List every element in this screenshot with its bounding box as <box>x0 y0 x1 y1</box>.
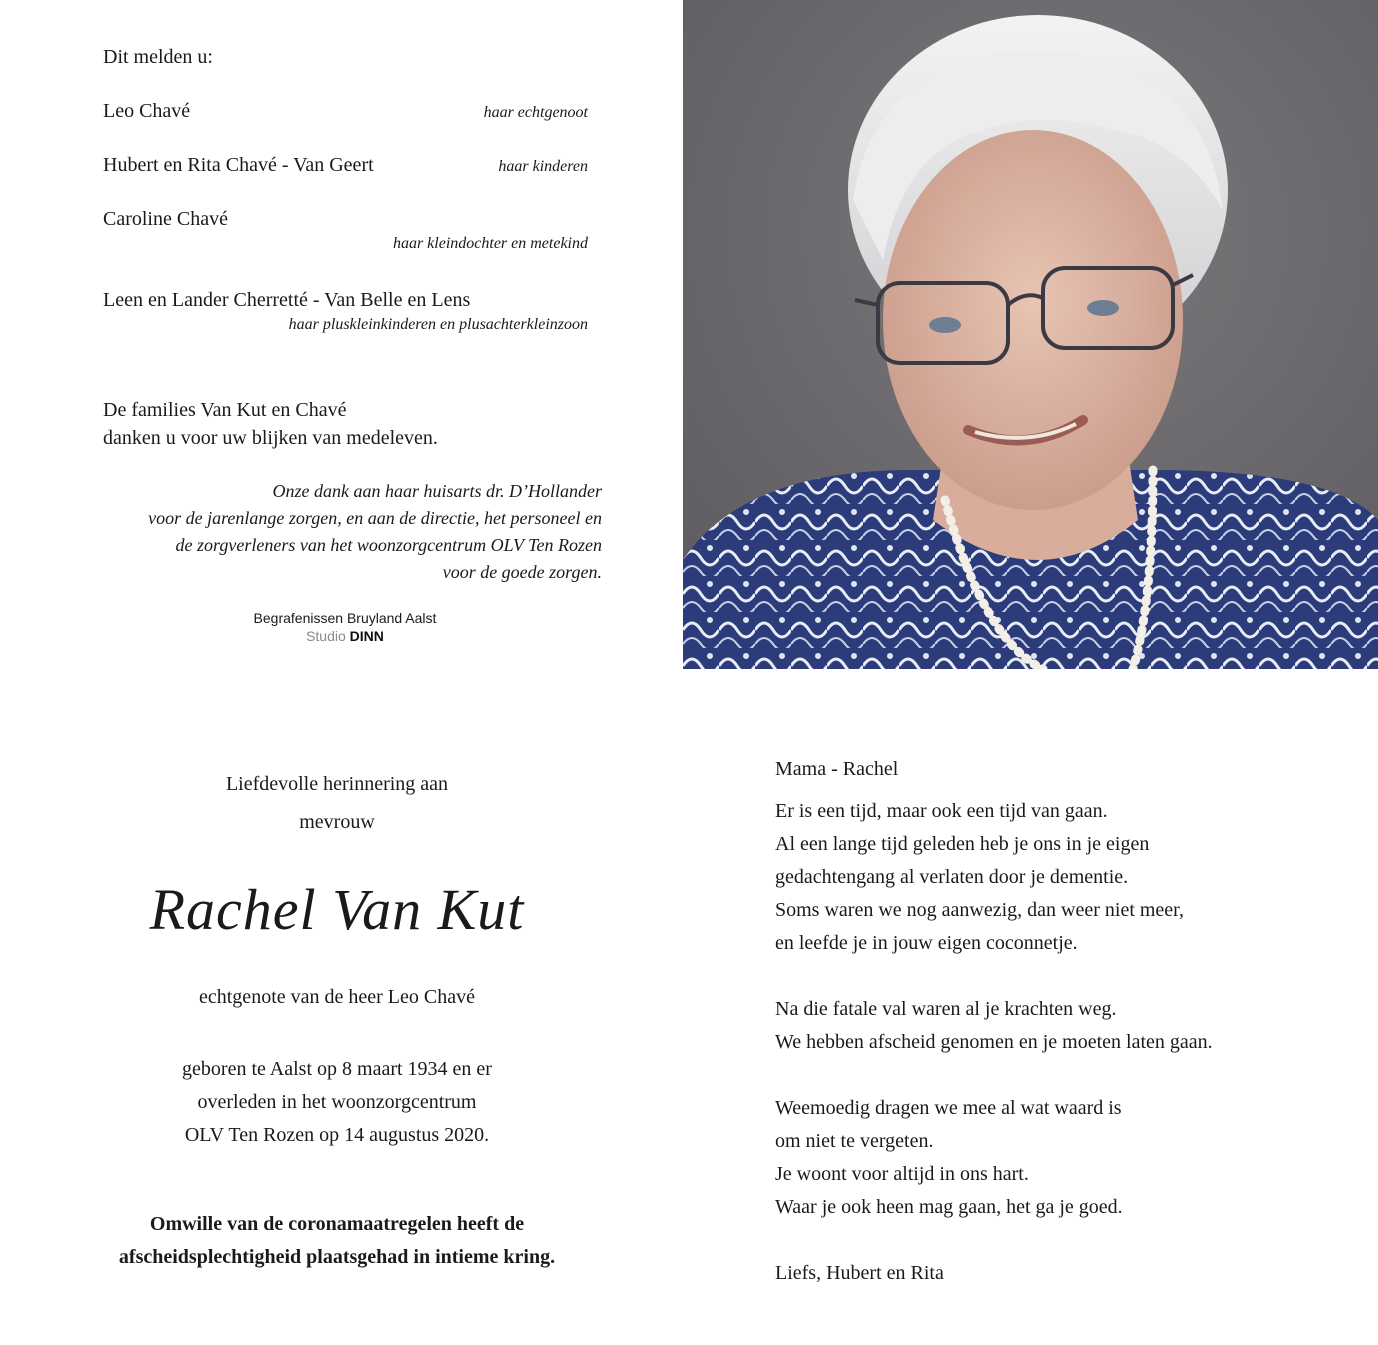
studio-name: DINN <box>349 628 384 644</box>
gratitude-line: de zorgverleners van het woonzorgcentrum OLV Ten Rozen <box>175 535 602 555</box>
poem-stanza <box>775 795 1335 960</box>
mourner-row <box>103 100 588 123</box>
poem-line: en leefde je in jouw eigen coconnetje. <box>775 932 1078 954</box>
corona-notice <box>80 1208 594 1274</box>
poem-line: Waar je ook heen mag gaan, het ga je goed. <box>775 1196 1123 1218</box>
corona-notice-line: afscheidsplechtigheid plaatsgehad in intieme kring. <box>118 1246 556 1268</box>
poem-stanza <box>775 1092 1335 1224</box>
life-dates-line: overleden in het woonzorgcentrum <box>197 1091 477 1113</box>
poem-line: om niet te vergeten. <box>775 1130 934 1152</box>
corona-notice-line: Omwille van de coronamaatregelen heeft de <box>149 1213 525 1235</box>
poem-line: Na die fatale val waren al je krachten weg. <box>775 998 1117 1020</box>
memorial-intro-line: mevrouw <box>299 811 375 833</box>
studio-credit <box>200 627 490 645</box>
gratitude-note <box>100 478 602 586</box>
gratitude-line: Onze dank aan haar huisarts dr. D’Hollander <box>272 481 602 501</box>
funeral-home-name: Begrafenissen Bruyland Aalst <box>253 610 437 626</box>
poem-line: Weemoedig dragen we mee al wat waard is <box>775 1097 1122 1119</box>
spouse-line: echtgenote van de heer Leo Chavé <box>199 986 475 1008</box>
portrait-photo <box>683 0 1378 669</box>
mourner-name: Leo Chavé <box>103 100 191 122</box>
poem-line: Je woont voor altijd in ons hart. <box>775 1163 1029 1185</box>
life-dates-line: OLV Ten Rozen op 14 augustus 2020. <box>184 1124 490 1146</box>
mourner-role: haar kleindochter en metekind <box>392 235 588 252</box>
poem-line: Al een lange tijd geleden heb je ons in je eigen <box>775 833 1150 855</box>
deceased-name: Rachel Van Kut <box>149 877 525 942</box>
mourner-row <box>103 208 588 253</box>
poem-signature: Liefs, Hubert en Rita <box>775 1262 944 1284</box>
poem-title: Mama - Rachel <box>775 758 899 780</box>
memorial-intro <box>80 765 594 841</box>
mourner-name: Leen en Lander Cherretté - Van Belle en Lens <box>103 289 471 311</box>
poem-line: Er is een tijd, maar ook een tijd van gaan. <box>775 800 1108 822</box>
mourner-role: haar kinderen <box>498 158 588 175</box>
poem <box>775 758 1335 1290</box>
mourner-name: Caroline Chavé <box>103 208 228 230</box>
life-dates-line: geboren te Aalst op 8 maart 1934 en er <box>182 1058 492 1080</box>
gratitude-line: voor de jarenlange zorgen, en aan de directie, het personeel en <box>148 508 602 528</box>
announcement-heading: Dit melden u: <box>103 46 213 68</box>
mourner-role: haar pluskleinkinderen en plusachterkleinzoon <box>288 316 588 333</box>
mourner-name: Hubert en Rita Chavé - Van Geert <box>103 154 374 176</box>
mourner-row <box>103 154 588 177</box>
family-thanks <box>103 396 438 452</box>
poem-line: Soms waren we nog aanwezig, dan weer niet meer, <box>775 899 1185 921</box>
mourner-row <box>103 289 588 334</box>
family-thanks-line: danken u voor uw blijken van medeleven. <box>103 427 438 449</box>
poem-line: gedachtengang al verlaten door je dementie. <box>775 866 1129 888</box>
mourner-role: haar echtgenoot <box>483 104 588 121</box>
family-thanks-line: De families Van Kut en Chavé <box>103 399 347 421</box>
poem-line: We hebben afscheid genomen en je moeten laten gaan. <box>775 1031 1213 1053</box>
life-dates <box>80 1053 594 1152</box>
funeral-home-credit <box>200 609 490 645</box>
gratitude-line: voor de goede zorgen. <box>442 562 602 582</box>
poem-stanza <box>775 993 1335 1059</box>
studio-prefix: Studio <box>306 628 346 644</box>
memorial-intro-line: Liefdevolle herinnering aan <box>225 773 449 795</box>
